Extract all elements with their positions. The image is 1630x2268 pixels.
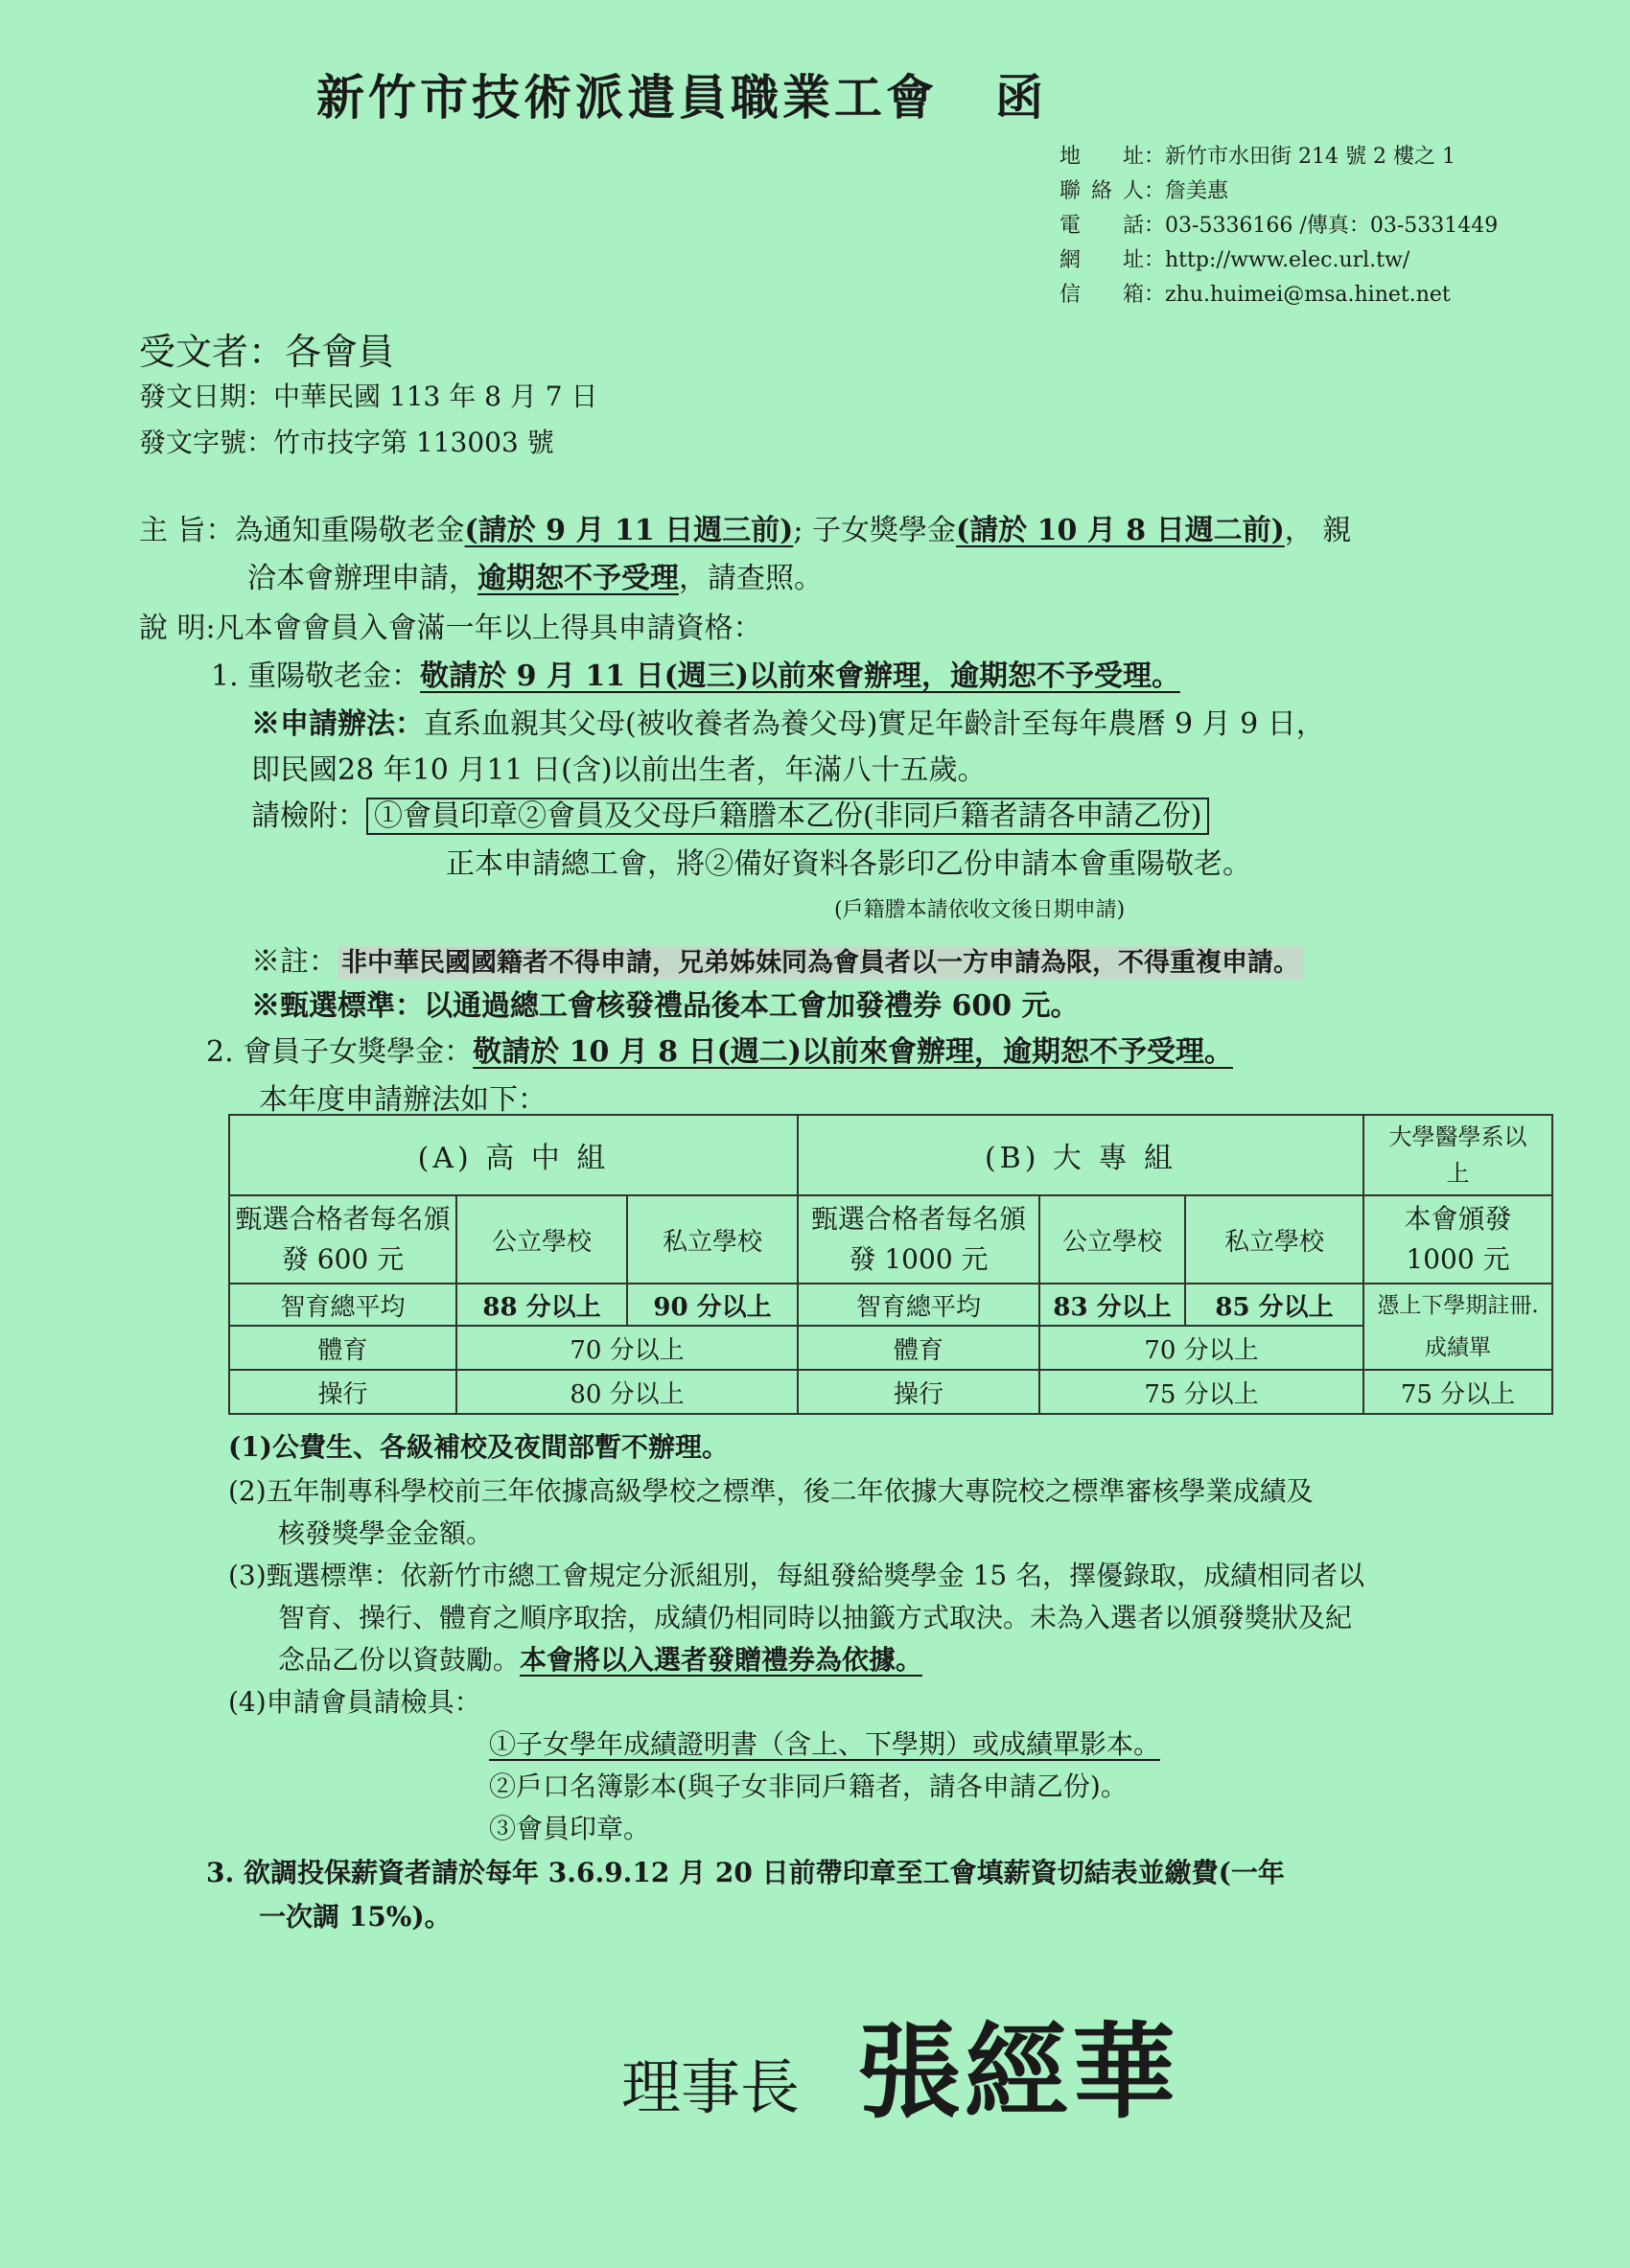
signature-name: 張經華 [857,2012,1180,2133]
item1-note: ※註： 非中華民國國籍者不得申請，兄弟姊妹同為會員者以一方申請為限，不得重複申請。 [251,937,1303,980]
item1-select: ※甄選標準：以通過總工會核發禮品後本工會加發禮券 600 元。 [251,989,1080,1023]
contact-info [1060,140,1498,312]
row-pe-label: 體育 [229,1326,456,1370]
row-academic-a-public: 88 分以上 [456,1284,627,1326]
group-c-award: 本會頒發 1000 元 [1363,1195,1552,1284]
row-conduct-b-label: 操行 [798,1370,1039,1414]
item3-line-1: 3. 欲調投保薪資者請於每年 3.6.9.12 月 20 日前帶印章至工會填薪資切結表並繳費(一年 [206,1857,1285,1888]
row-conduct-a: 80 分以上 [456,1370,798,1414]
note-2: (2)五年制專科學校前三年依據高級學校之標準，後二年依據大專院校之標準審核學業成績及 [228,1475,1314,1507]
note-3c: 念品乙份以資鼓勵。本會將以入選者發贈禮券為依據。 [278,1644,923,1676]
subject-line-1: 主 旨：為通知重陽敬老金(請於 9 月 11 日週三前); 子女獎學金(請於 10 月 8 日週二前)， 親 [139,514,1352,547]
group-b-public: 公立學校 [1039,1195,1185,1284]
scholarship-table [228,1114,1553,1415]
signature [621,1989,1179,2138]
item1-attach: 請檢附： ①會員印章②會員及父母戶籍謄本乙份(非同戶籍者請各申請乙份) [251,792,1209,834]
row-academic-b-label: 智育總平均 [798,1284,1039,1326]
note-3: (3)甄選標準：依新竹市總工會規定分派組別，每組發給獎學金 15 名，擇優錄取，成績相同者以 [228,1560,1365,1591]
doc-type: 函 [995,69,1047,126]
row-academic-a-private: 90 分以上 [627,1284,798,1326]
note-4-item-3: ③會員印章。 [489,1813,651,1844]
subject-line-2: 洽本會辦理申請，逾期恕不予受理，請查照。 [247,562,823,595]
row-conduct-label: 操行 [229,1370,456,1414]
group-b-private: 私立學校 [1185,1195,1363,1284]
issue-date: 發文日期：中華民國 113 年 8 月 7 日 [139,381,598,412]
item2-heading: 2. 會員子女獎學金：敬請於 10 月 8 日(週二)以前來會辦理，逾期恕不予受理。 [206,1035,1233,1069]
note-1: (1)公費生、各級補校及夜間部暫不辦理。 [228,1431,729,1463]
note-4-item-1: ①子女學年成績證明書（含上、下學期）或成績單影本。 [489,1728,1161,1760]
note-3b: 智育、操行、體育之順序取捨，成績仍相同時以抽籤方式取決。未為入選者以頒發獎狀及紀 [278,1602,1353,1633]
info-contact: 聯絡人：詹美惠 [1060,179,1229,203]
info-website: 網 址：http://www.elec.url.tw/ [1060,248,1410,272]
note-4-item-2: ②戶口名簿影本(與子女非同戶籍者，請各申請乙份)。 [489,1770,1128,1802]
group-a-header: (A) 高 中 組 [229,1115,798,1195]
row-pe-b: 70 分以上 [1039,1326,1363,1370]
info-email: 信 箱：zhu.huimei@msa.hinet.net [1060,283,1451,307]
row-conduct-c: 75 分以上 [1363,1370,1552,1414]
group-a-private: 私立學校 [627,1195,798,1284]
row-academic-b-public: 83 分以上 [1039,1284,1185,1326]
recipient: 受文者：各會員 [139,331,395,373]
explain-intro: 說 明:凡本會會員入會滿一年以上得具申請資格： [139,612,762,645]
document-header [316,59,1047,128]
info-phone: 電 話：03-5336166 /傳真：03-5331449 [1060,214,1499,238]
item1-method: ※申請辦法：直系血親其父母(被收養者為養父母)實足年齡計至每年農曆 9 月 9 日， [251,707,1325,741]
item1-attach-2: 正本申請總工會，將②備好資料各影印乙份申請本會重陽敬老。 [446,847,1251,881]
row-academic-b-private: 85 分以上 [1185,1284,1363,1326]
item1-heading: 1. 重陽敬老金：敬請於 9 月 11 日(週三)以前來會辦理，逾期恕不予受理。 [211,660,1180,693]
group-a-public: 公立學校 [456,1195,627,1284]
row-academic-label: 智育總平均 [229,1284,456,1326]
group-c-header: 大學醫學系以上 [1363,1115,1552,1195]
note-4: (4)申請會員請檢具： [228,1686,481,1718]
signature-title: 理事長 [621,2052,801,2122]
note-2b: 核發獎學金金額。 [278,1517,494,1549]
issue-number: 發文字號：竹市技字第 113003 號 [139,427,554,458]
item1-attach-note: (戶籍謄本請依收文後日期申請) [834,898,1126,922]
item1-method-2: 即民國28 年10 月11 日(含)以前出生者，年滿八十五歲。 [251,753,987,787]
org-name: 新竹市技術派遣員職業工會 [316,69,938,126]
group-a-award: 甄選合格者每名頒發 600 元 [229,1195,456,1284]
info-address: 地 址：新竹市水田街 214 號 2 樓之 1 [1060,145,1455,169]
item2-subheading: 本年度申請辦法如下： [259,1083,547,1117]
row-pe-a: 70 分以上 [456,1326,798,1370]
row-pe-b-label: 體育 [798,1326,1039,1370]
row-conduct-b: 75 分以上 [1039,1370,1363,1414]
item3-line-2: 一次調 15%)。 [259,1901,452,1932]
group-c-note: 憑上下學期註冊. 成績單 [1363,1284,1552,1370]
group-b-header: (B) 大 專 組 [798,1115,1363,1195]
group-b-award: 甄選合格者每名頒發 1000 元 [798,1195,1039,1284]
